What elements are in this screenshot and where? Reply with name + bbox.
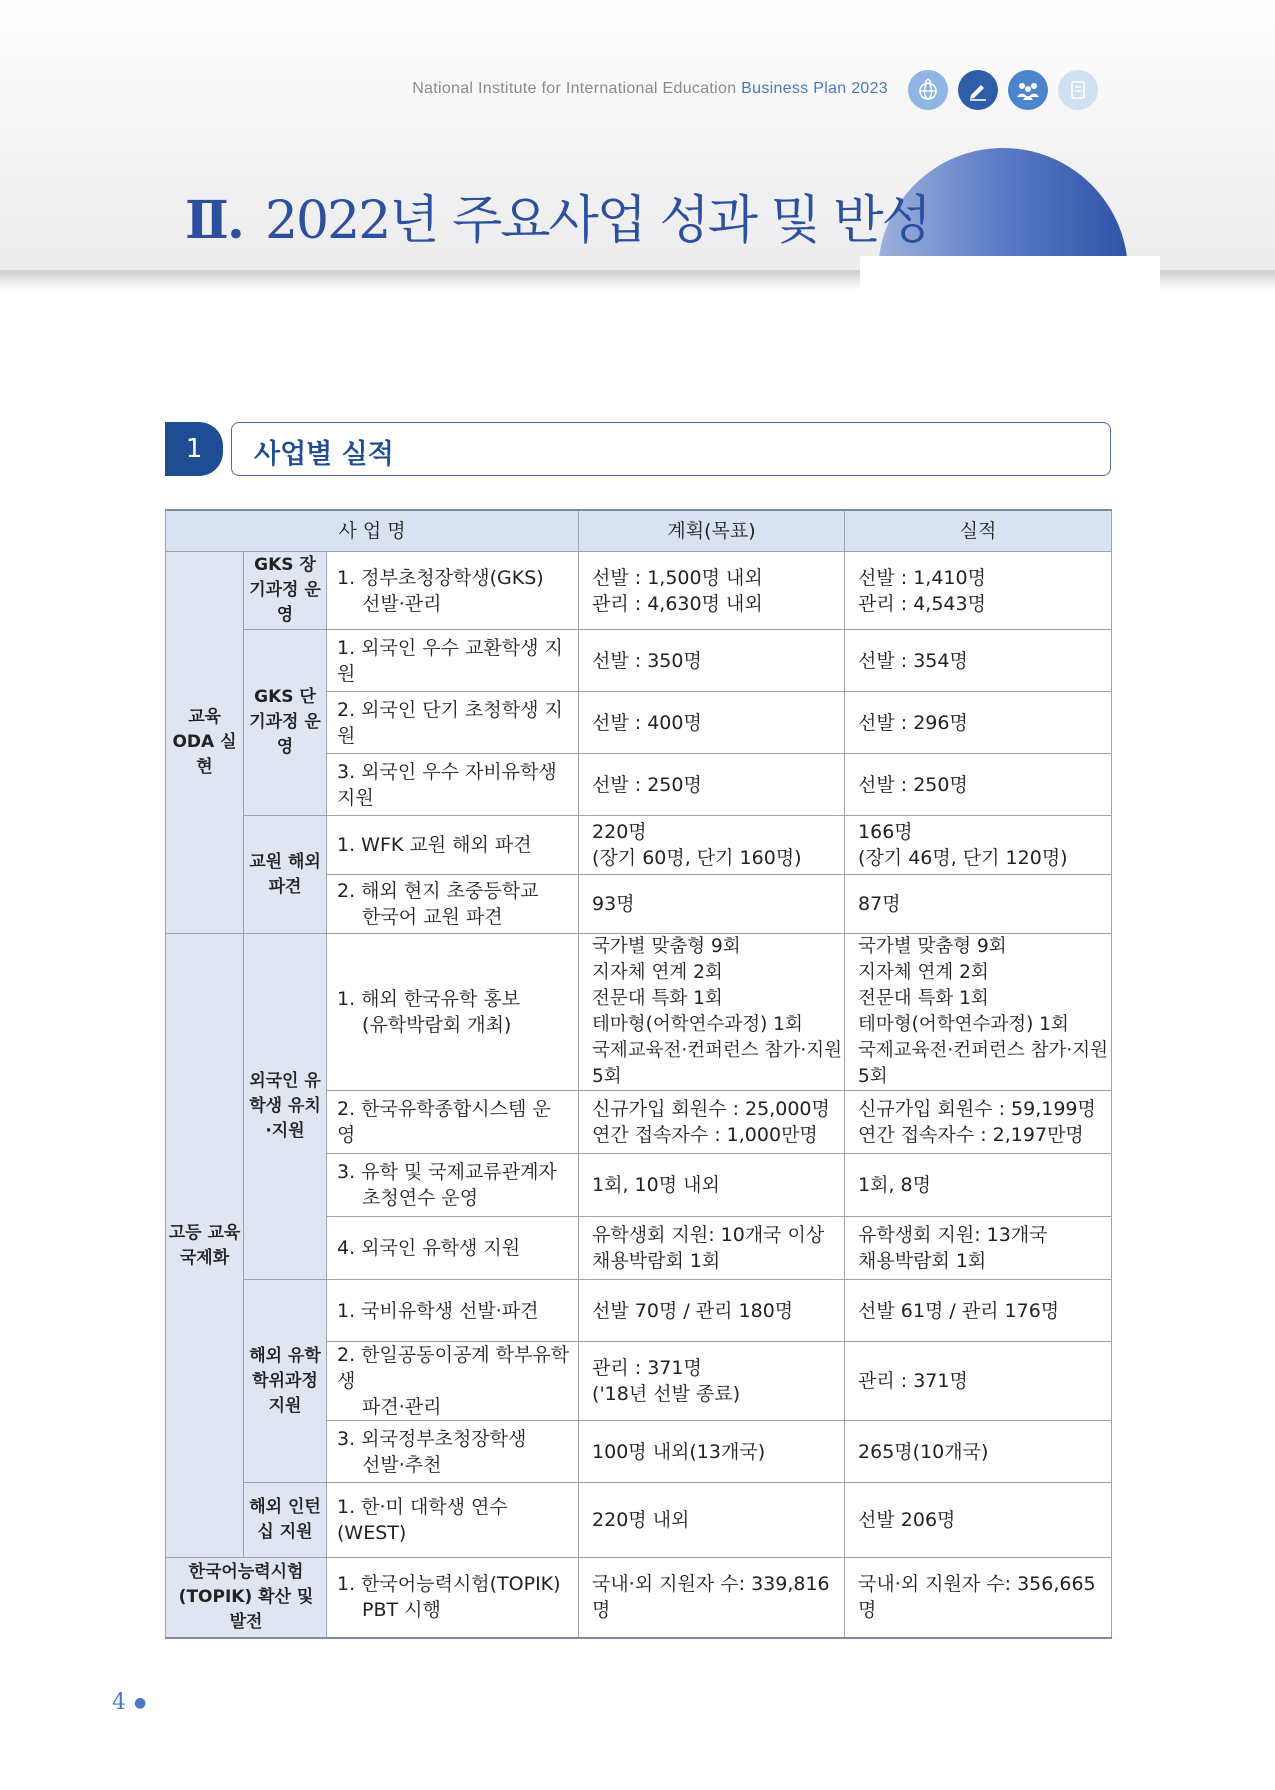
business-cell: 1. 한·미 대학생 연수(WEST) [327,1483,579,1558]
plan-cell: 선발 : 250명 [579,754,845,816]
business-cell: 2. 한일공동이공계 학부유학생 파견·관리 [327,1342,579,1421]
header-icons [908,70,1098,110]
page-number: 4 ● [112,1690,147,1715]
result-cell: 1회, 8명 [845,1154,1112,1217]
result-cell: 신규가입 회원수 : 59,199명 연간 접속자수 : 2,197만명 [845,1091,1112,1154]
business-cell: 4. 외국인 유학생 지원 [327,1217,579,1280]
subcategory-cell: 해외 인턴십 지원 [244,1483,327,1558]
business-cell: 2. 외국인 단기 초청학생 지원 [327,692,579,754]
table-row [166,934,1112,1091]
plan-cell: 93명 [579,875,845,934]
plan-cell: 신규가입 회원수 : 25,000명 연간 접속자수 : 1,000만명 [579,1091,845,1154]
result-cell: 265명(10개국) [845,1421,1112,1483]
business-cell: 3. 유학 및 국제교류관계자 초청연수 운영 [327,1154,579,1217]
institute-name: National Institute for International Education [412,80,737,97]
result-cell: 87명 [845,875,1112,934]
result-cell: 선발 206명 [845,1483,1112,1558]
result-cell: 국내·외 지원자 수: 356,665명 [845,1558,1112,1638]
subcategory-cell: GKS 단기과정 운영 [244,630,327,816]
business-cell: 2. 한국유학종합시스템 운영 [327,1091,579,1154]
result-cell: 166명 (장기 46명, 단기 120명) [845,816,1112,875]
plan-cell: 선발 : 350명 [579,630,845,692]
plan-cell: 220명 내외 [579,1483,845,1558]
category-cell: 교육 ODA 실현 [166,552,244,934]
plan-cell: 관리 : 371명 ('18년 선발 종료) [579,1342,845,1421]
table-row [166,816,1112,875]
people-icon [1008,70,1048,110]
plan-cell: 선발 70명 / 관리 180명 [579,1280,845,1342]
business-cell: 1. 국비유학생 선발·파견 [327,1280,579,1342]
plan-cell: 100명 내외(13개국) [579,1421,845,1483]
document-icon [1058,70,1098,110]
header-result: 실적 [845,510,1112,552]
plan-cell: 220명 (장기 60명, 단기 160명) [579,816,845,875]
result-cell: 선발 : 250명 [845,754,1112,816]
result-cell: 선발 : 1,410명 관리 : 4,543명 [845,552,1112,630]
plan-cell: 유학생회 지원: 10개국 이상 채용박람회 1회 [579,1217,845,1280]
subcategory-cell: 교원 해외파견 [244,816,327,934]
running-header [300,80,888,98]
header-plan: 계획(목표) [579,510,845,552]
result-cell: 관리 : 371명 [845,1342,1112,1421]
business-cell: 1. WFK 교원 해외 파견 [327,816,579,875]
category-cell: 한국어능력시험 (TOPIK) 확산 및 발전 [166,1558,327,1638]
plan-cell: 국가별 맞춤형 9회 지자체 연계 2회 전문대 특화 1회 테마형(어학연수과정) 1회 국제교육전·컨퍼런스 참가·지원 5회 [579,934,845,1091]
section-number: 1 [165,422,223,476]
pen-icon [958,70,998,110]
business-cell: 3. 외국정부초청장학생 선발·추천 [327,1421,579,1483]
plan-cell: 국내·외 지원자 수: 339,816명 [579,1558,845,1638]
table-row [166,1558,1112,1638]
result-cell: 선발 : 296명 [845,692,1112,754]
plan-cell: 1회, 10명 내외 [579,1154,845,1217]
result-cell: 선발 : 354명 [845,630,1112,692]
plan-cell: 선발 : 400명 [579,692,845,754]
business-cell: 3. 외국인 우수 자비유학생 지원 [327,754,579,816]
globe-icon [908,70,948,110]
result-cell: 유학생회 지원: 13개국 채용박람회 1회 [845,1217,1112,1280]
page-title [185,178,930,253]
chapter-numeral: Ⅱ. [185,190,243,251]
business-cell: 1. 정부초청장학생(GKS) 선발·관리 [327,552,579,630]
result-cell: 선발 61명 / 관리 176명 [845,1280,1112,1342]
table-row [166,552,1112,630]
table-header-row [166,510,1112,552]
result-cell: 국가별 맞춤형 9회 지자체 연계 2회 전문대 특화 1회 테마형(어학연수과정) 1회 국제교육전·컨퍼런스 참가·지원 5회 [845,934,1112,1091]
subcategory-cell: GKS 장기과정 운영 [244,552,327,630]
subcategory-cell: 해외 유학 학위과정 지원 [244,1280,327,1483]
table-row [166,1280,1112,1342]
table-row [166,1483,1112,1558]
subcategory-cell: 외국인 유학생 유치·지원 [244,934,327,1280]
section-title: 사업별 실적 [254,439,394,470]
performance-table [165,509,1112,1639]
header-business: 사 업 명 [166,510,579,552]
plan-name: Business Plan 2023 [741,80,888,97]
category-cell: 고등 교육 국제화 [166,934,244,1558]
business-cell: 1. 외국인 우수 교환학생 지원 [327,630,579,692]
chapter-title: 2022년 주요사업 성과 및 반성 [264,191,930,251]
business-cell: 1. 한국어능력시험(TOPIK) PBT 시행 [327,1558,579,1638]
plan-cell: 선발 : 1,500명 내외 관리 : 4,630명 내외 [579,552,845,630]
business-cell: 1. 해외 한국유학 홍보 (유학박람회 개최) [327,934,579,1091]
business-cell: 2. 해외 현지 초중등학교 한국어 교원 파견 [327,875,579,934]
table-row [166,630,1112,692]
